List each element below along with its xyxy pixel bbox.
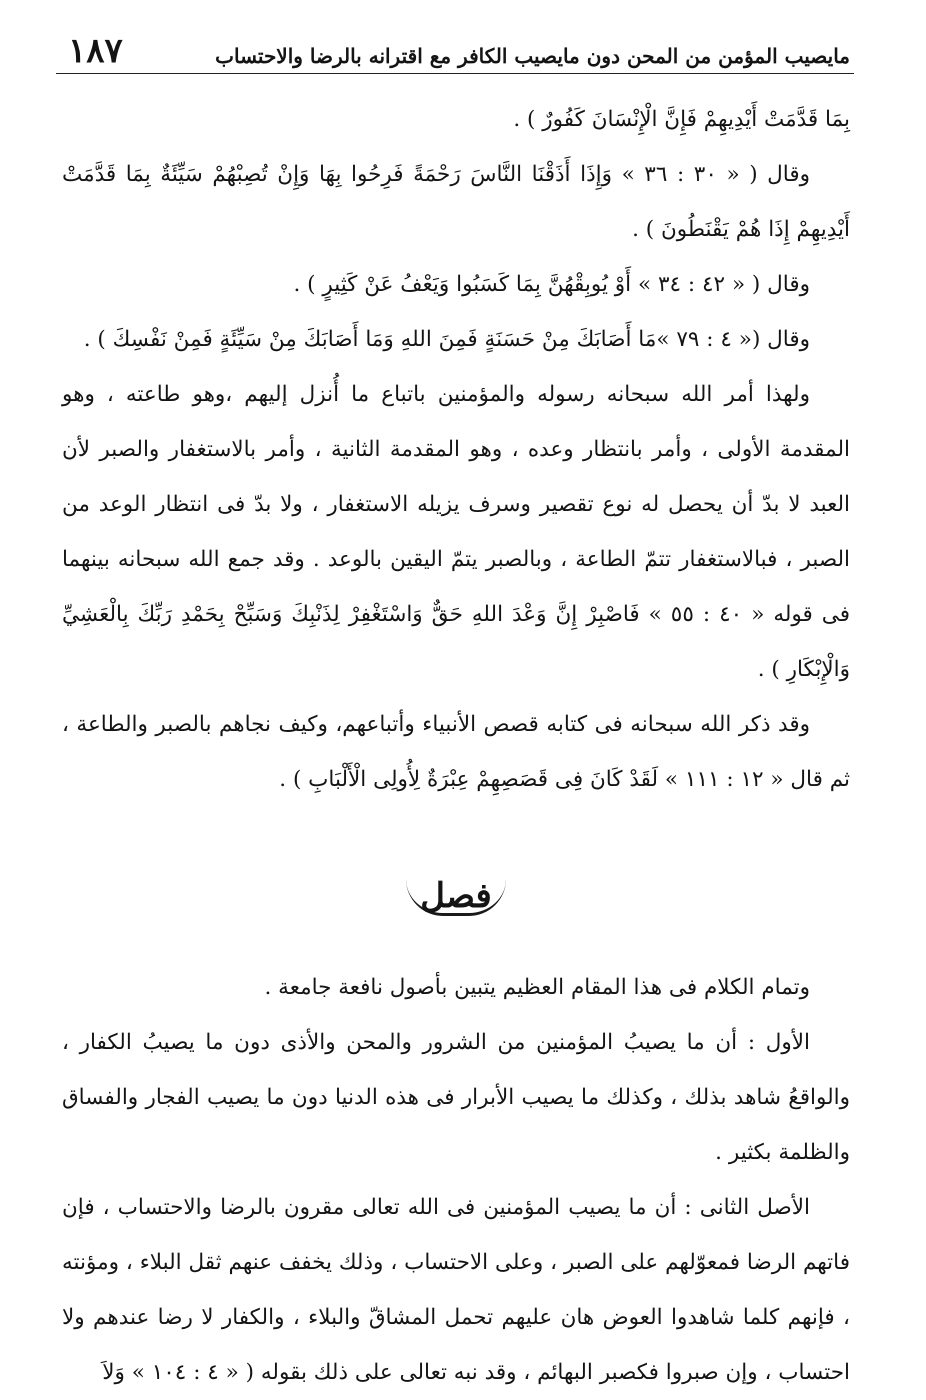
paragraph-quote-30-36: وقال ( « ٣٠ : ٣٦ » وَإِذَا أَذَقْنَا النَّاسَ رَحْمَةً فَرِحُوا بِهَا وَإِنْ تُصِبْهُمْ سَيِّئَةٌ بِمَا قَدَّمَتْ أَيْدِيهِمْ إِذَا هُمْ يَقْنَطُونَ ) .: [62, 162, 850, 242]
running-header: [62, 22, 850, 71]
header-rule: [56, 73, 854, 74]
page-number: ١٨٧: [68, 31, 123, 71]
paragraph-quote-4-79: وقال (« ٤ : ٧٩ »مَا أَصَابَكَ مِنْ حَسَنَةٍ فَمِنَ اللهِ وَمَا أَصَابَكَ مِنْ سَيِّئَةٍ فَمِنْ نَفْسِكَ ) .: [83, 327, 810, 352]
paragraph-commentary: ولهذا أمر الله سبحانه رسوله والمؤمنين باتباع ما أُنزل إليهم ،وهو طاعته ، وهو المقدمة الأولى ، وأمر بانتظار وعده ، وهو المقدمة الثانية ، وأمر بالاستغفار والصبر لأن العبد لا بدّ أن يحصل له نوع تقصير وسرف يزيله الاستغفار ، ولا بدّ فى انتظار الوعد من الصبر ، فبالاستغفار تتمّ الطاعة ، وبالصبر يتمّ اليقين بالوعد . وقد جمع الله سبحانه بينهما فى قوله « ٤٠ : ٥٥ » فَاصْبِرْ إِنَّ وَعْدَ اللهِ حَقٌّ وَاسْتَغْفِرْ لِذَنْبِكَ وَسَبِّحْ بِحَمْدِ رَبِّكَ بِالْعَشِيِّ وَالْإِبْكَارِ ) .: [62, 382, 850, 682]
section-heading-text: فصل: [406, 879, 506, 916]
paragraph-first-principle: الأول : أن ما يصيبُ المؤمنين من الشرور والمحن والأذى دون ما يصيبُ الكفار ، والواقعُ شاهد بذلك ، وكذلك ما يصيب الأبرار فى هذه الدنيا دون ما يصيب الفجار والفساق والظلمة بكثير .: [62, 1030, 850, 1165]
paragraph-second-principle: الأصل الثانى : أن ما يصيب المؤمنين فى الله تعالى مقرون بالرضا والاحتساب ، فإن فاتهم الرضا فمعوّلهم على الصبر ، وعلى الاحتساب ، وذلك يخفف عنهم ثقل البلاء ، ومؤنته ، فإنهم كلما شاهدوا العوض هان عليهم تحمل المشاقّ والبلاء ، والكفار لا رضا عندهم ولا احتساب ، وإن صبروا فكصبر البهائم ، وقد نبه تعالى على ذلك بقوله ( « ٤ : ١٠٤ » وَلاَ: [62, 1195, 850, 1385]
running-header-title: مايصيب المؤمن من المحن دون مايصيب الكافر مع اقترانه بالرضا والاحتساب: [215, 44, 850, 68]
book-page: [62, 0, 850, 1385]
paragraph-quran-continuation: بِمَا قَدَّمَتْ أَيْدِيهِمْ فَإِنَّ الْإِنْسَانَ كَفُورٌ ) .: [513, 107, 850, 132]
paragraph-quote-42-34: وقال ( « ٤٢ : ٣٤ » أَوْ يُوبِقْهُنَّ بِمَا كَسَبُوا وَيَعْفُ عَنْ كَثِيرٍ ) .: [293, 272, 810, 297]
paragraph-prophets-stories: وقد ذكر الله سبحانه فى كتابه قصص الأنبياء وأتباعهم، وكيف نجاهم بالصبر والطاعة ، ثم قال « ١٢ : ١١١ » لَقَدْ كَانَ فِى قَصَصِهِمْ عِبْرَةٌ لِأُولِى الْأَلْبَابِ ) .: [62, 712, 850, 792]
page-body: [62, 92, 850, 1400]
paragraph-intro: وتمام الكلام فى هذا المقام العظيم يتبين بأصول نافعة جامعة .: [264, 975, 810, 1000]
section-heading: [62, 876, 850, 916]
